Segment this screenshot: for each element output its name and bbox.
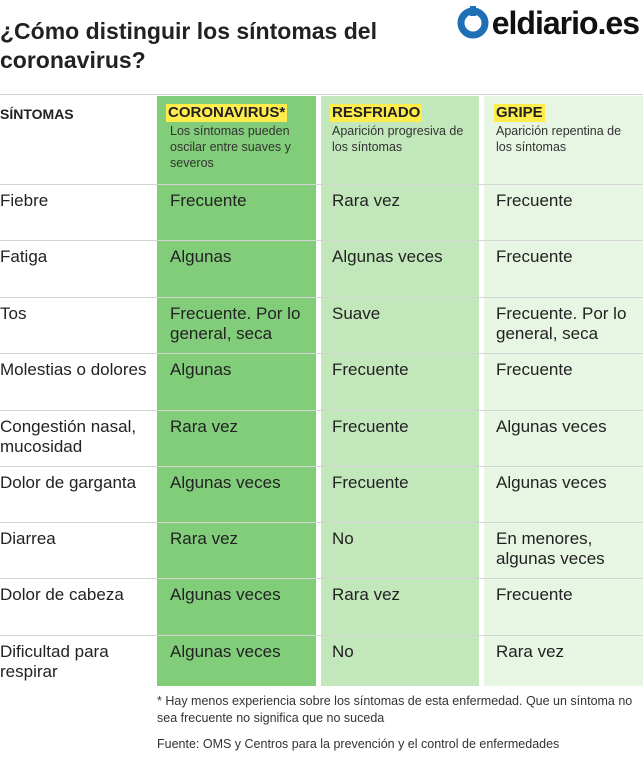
symptom-label: Congestión nasal, mucosidad [0, 417, 137, 456]
table-top-divider [0, 94, 643, 95]
column-name: CORONAVIRUS* [168, 104, 286, 121]
symptom-label: Tos [0, 304, 27, 323]
gripe-cell: Frecuente [496, 191, 573, 210]
resfriado-cell: Frecuente [332, 360, 409, 379]
row-divider [0, 240, 643, 241]
resfriado-cell: No [332, 529, 354, 548]
gripe-cell: Rara vez [496, 642, 565, 661]
brand-logo[interactable] [456, 6, 639, 40]
row-divider [0, 466, 643, 467]
row-divider [0, 635, 643, 636]
resfriado-cell: Rara vez [332, 191, 401, 210]
row-divider [0, 297, 643, 298]
gripe-cell: Algunas veces [496, 473, 607, 492]
row-divider [0, 522, 643, 523]
symptom-label: Fiebre [0, 191, 49, 210]
coronavirus-cell: Algunas [170, 247, 232, 266]
symptom-label: Diarrea [0, 529, 56, 548]
column-header-coronavirus [166, 104, 311, 171]
gripe-cell: Frecuente [496, 360, 573, 379]
symptoms-header: SÍNTOMAS [0, 106, 74, 122]
eldiario-logo-icon [456, 6, 490, 40]
coronavirus-cell: Algunas veces [170, 642, 281, 661]
resfriado-cell: No [332, 642, 354, 661]
column-name: RESFRIADO [332, 104, 421, 121]
row-divider [0, 184, 643, 185]
gripe-cell: Frecuente [496, 247, 573, 266]
brand-name: eldiario.es [491, 5, 639, 41]
column-description: Aparición progresiva de los síntomas [332, 124, 464, 154]
resfriado-cell: Suave [332, 304, 381, 323]
symptom-label: Dolor de cabeza [0, 585, 124, 604]
gripe-cell: Frecuente. Por lo general, seca [496, 304, 627, 343]
gripe-cell: En menores, algunas veces [496, 529, 605, 568]
resfriado-cell: Rara vez [332, 585, 401, 604]
coronavirus-cell: Rara vez [170, 417, 239, 436]
column-description: Los síntomas pueden oscilar entre suaves y severos [170, 124, 291, 170]
source-note: Fuente: OMS y Centros para la prevención y el control de enfermedades [157, 737, 560, 751]
column-description: Aparición repentina de los síntomas [496, 124, 622, 154]
symptom-label: Dolor de garganta [0, 473, 137, 492]
coronavirus-cell: Frecuente. Por lo general, seca [170, 304, 301, 343]
coronavirus-cell: Algunas veces [170, 585, 281, 604]
row-divider [0, 410, 643, 411]
coronavirus-cell: Rara vez [170, 529, 239, 548]
resfriado-cell: Frecuente [332, 417, 409, 436]
coronavirus-cell: Algunas [170, 360, 232, 379]
resfriado-cell: Frecuente [332, 473, 409, 492]
column-name: GRIPE [496, 104, 543, 121]
column-header-gripe [494, 104, 639, 155]
row-divider [0, 578, 643, 579]
gripe-cell: Algunas veces [496, 417, 607, 436]
resfriado-cell: Algunas veces [332, 247, 443, 266]
column-header-resfriado [330, 104, 475, 155]
footnote: * Hay menos experiencia sobre los síntomas de esta enfermedad. Que un síntoma no sea frecuente no significa que no suceda [157, 694, 633, 725]
page-title: ¿Cómo distinguir los síntomas del coronavirus? [0, 18, 377, 74]
symptom-label: Fatiga [0, 247, 48, 266]
symptom-label: Dificultad para respirar [0, 642, 109, 681]
symptom-label: Molestias o dolores [0, 360, 147, 379]
row-divider [0, 353, 643, 354]
coronavirus-cell: Frecuente [170, 191, 247, 210]
coronavirus-cell: Algunas veces [170, 473, 281, 492]
gripe-cell: Frecuente [496, 585, 573, 604]
